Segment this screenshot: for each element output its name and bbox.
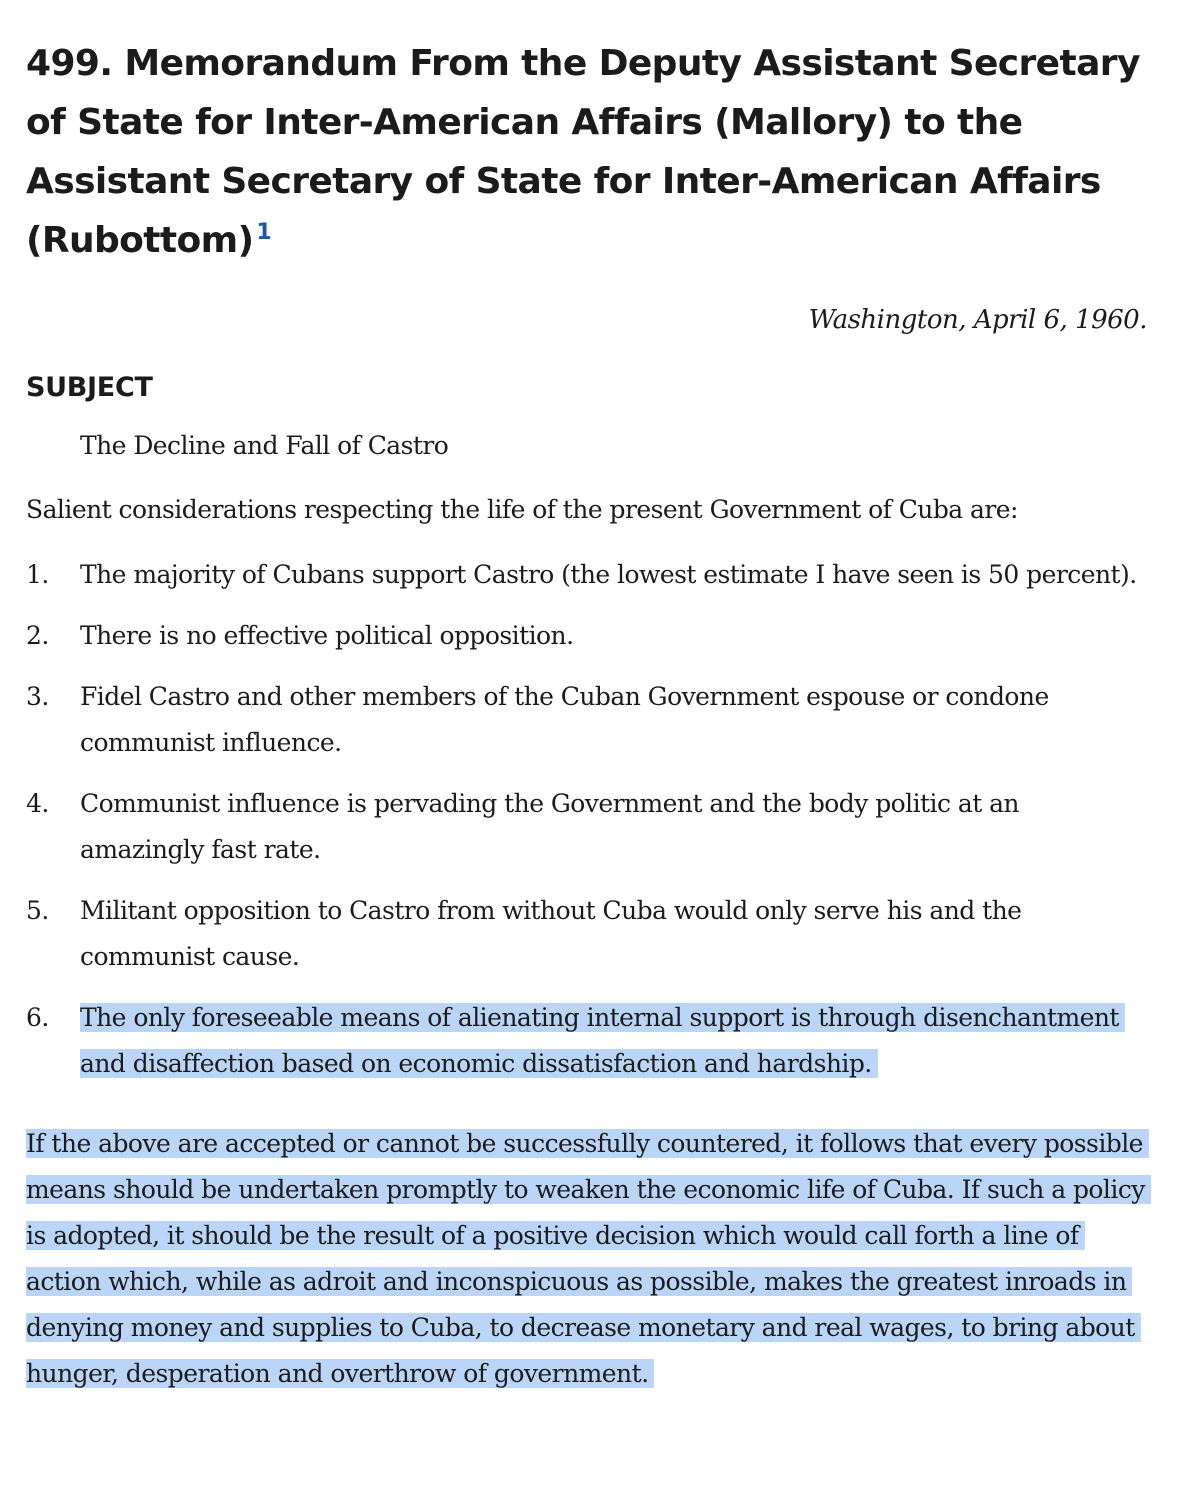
- list-number: 4.: [26, 789, 49, 818]
- subject-text: The Decline and Fall of Castro: [80, 431, 449, 460]
- highlighted-selection[interactable]: The only foreseeable means of alienating internal support is through disenchantment and disaffection based on economic dissatisfaction and hardship.: [80, 1003, 1125, 1078]
- list-text: Militant opposition to Castro from without Cuba would only serve his and the communist cause.: [80, 896, 1022, 971]
- highlighted-selection[interactable]: If the above are accepted or cannot be successfully countered, it follows that every possible means should be undertaken promptly to weaken the economic life of Cuba. If such a policy is adopted, it should be the result of a positive decision which would call forth a line of action which, while as adroit and inconspicuous as possible, makes the greatest inroads in denying money and supplies to Cuba, to decrease monetary and real wages, to bring about hunger, desperation and overthrow of government.: [26, 1129, 1151, 1388]
- list-item: [26, 888, 1147, 980]
- document-title: [26, 34, 1147, 270]
- considerations-list: [26, 552, 1147, 1087]
- subject-heading: SUBJECT: [26, 372, 153, 403]
- footnote-link[interactable]: 1: [256, 220, 272, 245]
- list-item-highlighted: [26, 995, 1147, 1087]
- list-text: The majority of Cubans support Castro (the lowest estimate I have seen is 50 percent).: [80, 560, 1137, 589]
- list-number: 2.: [26, 621, 49, 650]
- list-item: [26, 674, 1147, 766]
- list-number: 6.: [26, 1003, 49, 1032]
- intro-paragraph: Salient considerations respecting the life of the present Government of Cuba are:: [26, 495, 1018, 524]
- dateline: Washington, April 6, 1960.: [808, 305, 1147, 335]
- list-text: Communist influence is pervading the Government and the body politic at an amazingly fast rate.: [80, 789, 1019, 864]
- list-text: There is no effective political opposition.: [80, 621, 574, 650]
- list-number: 5.: [26, 896, 49, 925]
- list-text: Fidel Castro and other members of the Cuban Government espouse or condone communist influence.: [80, 682, 1049, 757]
- footnote-marker: [256, 220, 271, 245]
- list-item: [26, 781, 1147, 873]
- closing-paragraph: [26, 1121, 1151, 1397]
- list-number: 3.: [26, 682, 49, 711]
- list-number: 1.: [26, 560, 49, 589]
- list-item: [26, 552, 1147, 598]
- document-title-text: 499. Memorandum From the Deputy Assistant Secretary of State for Inter-American Affairs (Mallory) to the Assistant Secretary of State for Inter-American Affairs (Rubottom): [26, 43, 1140, 261]
- list-item: [26, 613, 1147, 659]
